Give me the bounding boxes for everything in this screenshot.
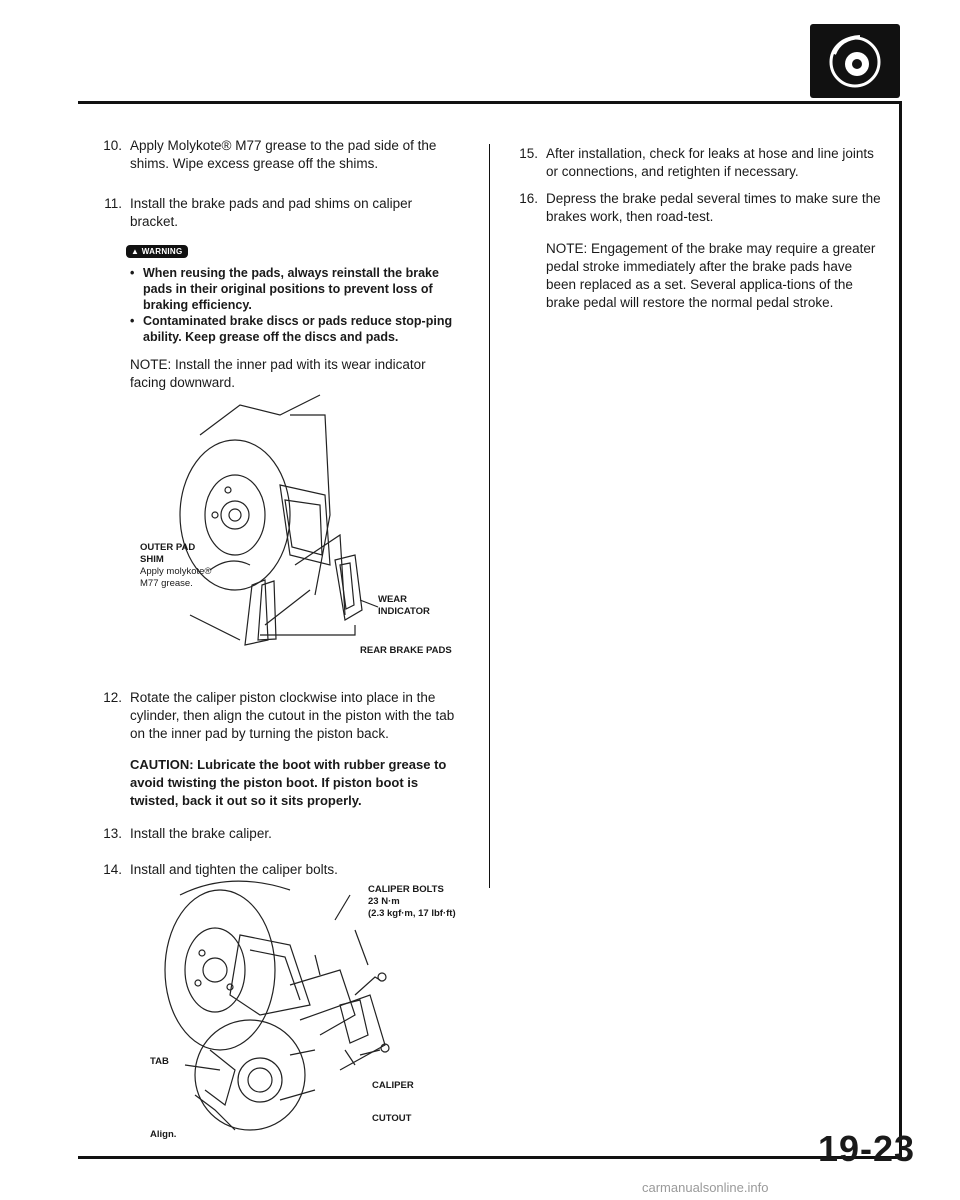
step-10: 10. Apply Molykote® M77 grease to the pad side of the shims. Wipe excess grease off the shims. xyxy=(103,138,437,171)
bullet-icon: • xyxy=(130,314,135,328)
label-indicator: INDICATOR xyxy=(378,606,430,617)
footer-watermark: carmanualsonline.info xyxy=(642,1180,769,1195)
note-wear-indicator: NOTE: Install the inner pad with its wear indicator facing downward. xyxy=(130,357,426,390)
step-14: 14. Install and tighten the caliper bolts. xyxy=(103,862,338,877)
label-rear-brake-pads: REAR BRAKE PADS xyxy=(360,645,452,656)
rear-brake-pads-illustration xyxy=(140,385,470,665)
label-caliper-bolts: CALIPER BOLTS xyxy=(368,884,444,895)
label-outer-pad: OUTER PAD xyxy=(140,542,196,553)
label-cutout: CUTOUT xyxy=(372,1113,412,1124)
top-rule xyxy=(78,101,902,104)
step-12: 12. Rotate the caliper piston clockwise into place in the cylinder, then align the cutout in the piston with the tab on the inner pad by turning the piston back. xyxy=(103,690,455,741)
column-divider xyxy=(489,144,490,888)
step-16: 16. Depress the brake pedal several times to make sure the brakes work, then road-test. xyxy=(519,191,881,224)
label-wear: WEAR xyxy=(378,594,408,605)
step-13: 13. Install the brake caliper. xyxy=(103,826,272,841)
section-logo xyxy=(810,24,900,98)
page-number: 19-23 xyxy=(818,1128,916,1169)
label-torque-kgf: (2.3 kgf·m, 17 lbf·ft) xyxy=(368,908,456,919)
label-tab: TAB xyxy=(150,1056,169,1067)
label-align: Align. xyxy=(150,1129,177,1140)
note-pedal-stroke: NOTE: Engagement of the brake may require a greater pedal stroke immediately after the brake pads have been replaced as a set. Several applica-tions of the brake pedal will restore the normal pedal stroke. xyxy=(546,241,876,310)
brake-disc-icon xyxy=(810,24,900,98)
label-caliper: CALIPER xyxy=(372,1080,414,1091)
warning-item-1: • When reusing the pads, always reinstall the brake pads in their original positions to prevent loss of braking efficiency. xyxy=(130,266,439,312)
label-apply-molykote: Apply molykote® xyxy=(140,566,212,577)
bullet-icon: • xyxy=(130,266,135,280)
label-m77-grease: M77 grease. xyxy=(140,578,193,589)
caution-boot: CAUTION: Lubricate the boot with rubber grease to avoid twisting the piston boot. If piston boot is twisted, back it out so it sits properly. xyxy=(130,757,447,808)
warning-triangle-icon: ▲ xyxy=(131,247,140,256)
label-shim: SHIM xyxy=(140,554,164,565)
label-torque-nm: 23 N·m xyxy=(368,896,400,907)
step-11: 11. Install the brake pads and pad shims on caliper bracket. xyxy=(104,196,413,229)
warning-badge: ▲ WARNING xyxy=(126,245,188,258)
right-frame-rule xyxy=(899,101,902,1159)
step-15: 15. After installation, check for leaks at hose and line joints or connections, and retighten if necessary. xyxy=(519,146,874,179)
warning-item-2: • Contaminated brake discs or pads reduce stop-ping ability. Keep grease off the discs and pads. xyxy=(130,314,453,344)
bottom-rule xyxy=(78,1156,902,1159)
